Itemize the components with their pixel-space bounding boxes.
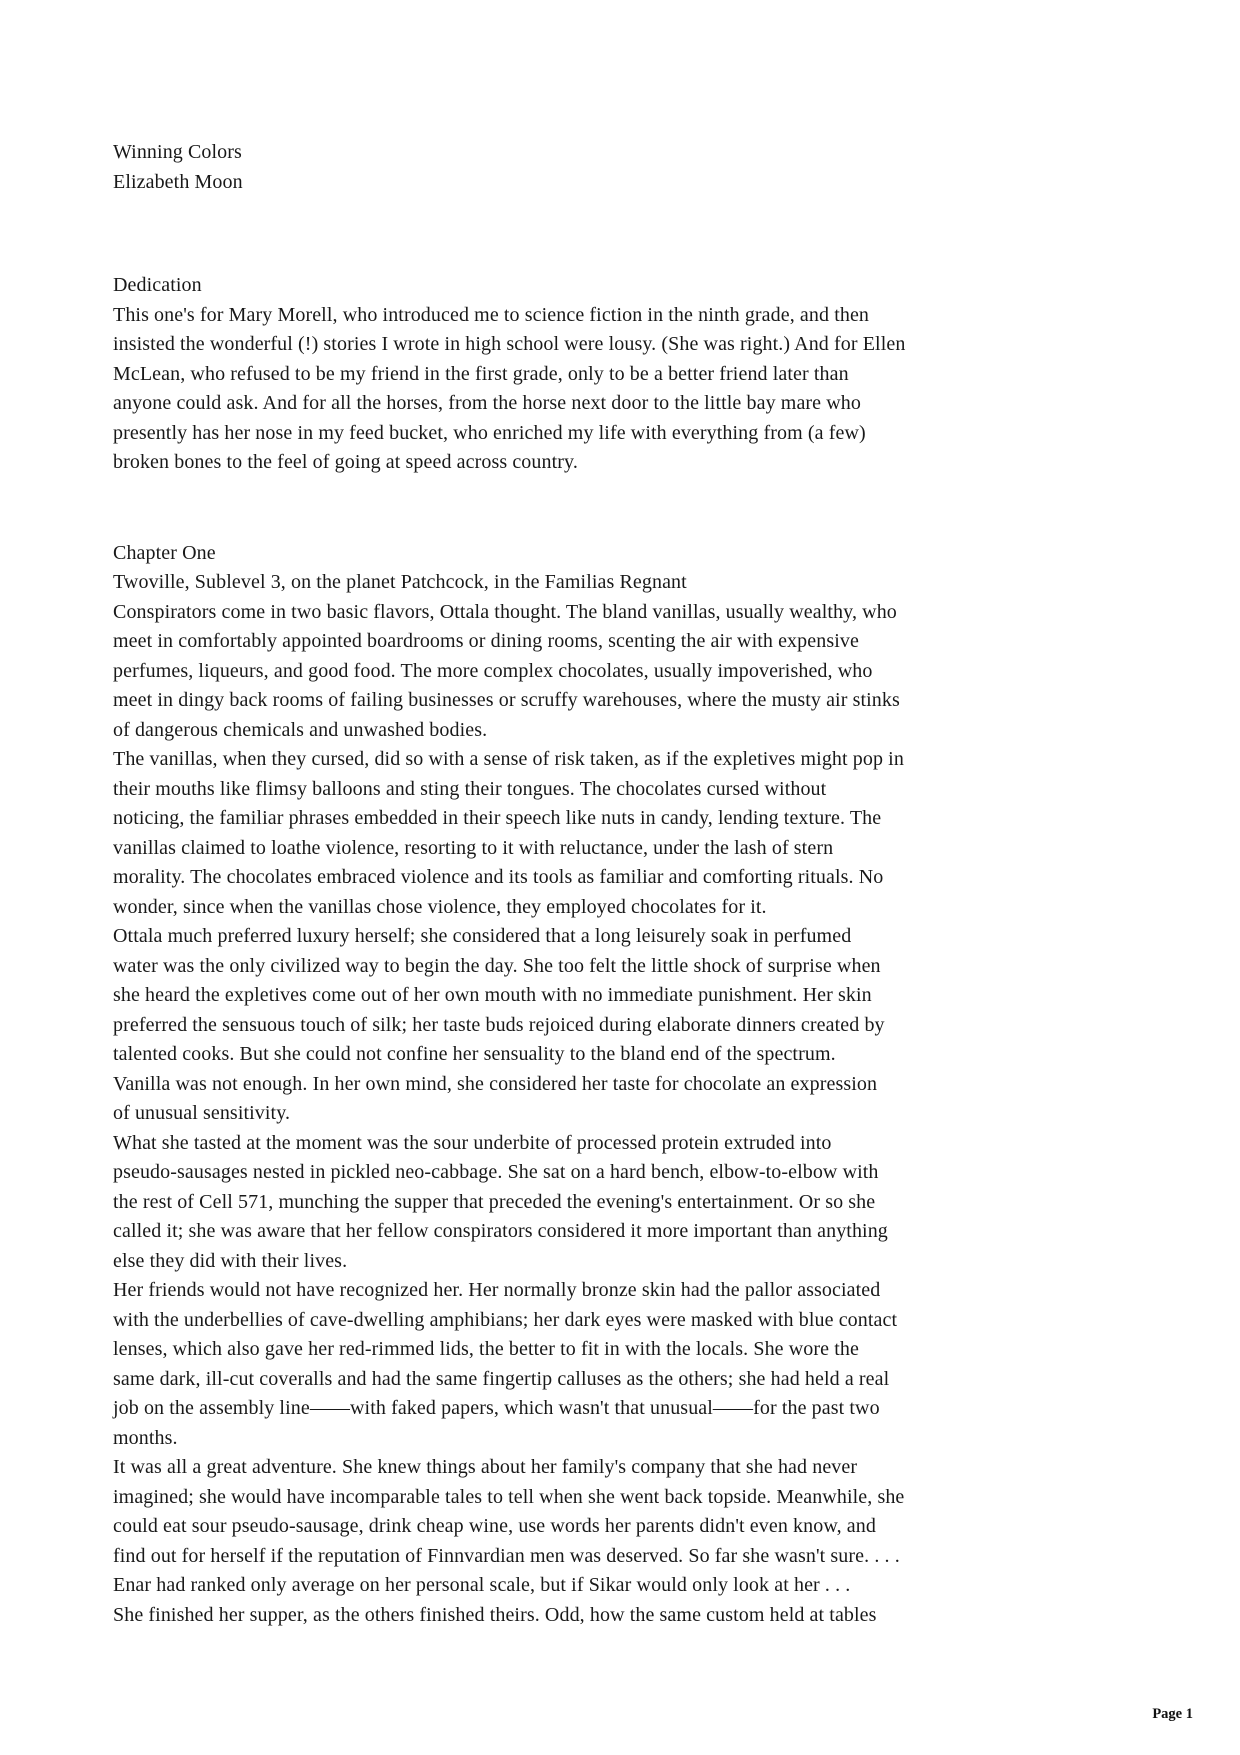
text-line: Ottala much preferred luxury herself; she considered that a long leisurely soak in perfumed bbox=[113, 925, 852, 947]
text-line: vanillas claimed to loathe violence, resorting to it with reluctance, under the lash of stern bbox=[113, 836, 834, 859]
page-number: Page 1 bbox=[1152, 1706, 1193, 1722]
book-author: Elizabeth Moon bbox=[113, 170, 243, 193]
text-line: wonder, since when the vanillas chose violence, they employed chocolates for it. bbox=[113, 895, 767, 918]
text-line: It was all a great adventure. She knew things about her family's company that she had never bbox=[113, 1456, 858, 1478]
text-line: Conspirators come in two basic flavors, Ottala thought. The bland vanillas, usually wealthy, who bbox=[113, 600, 897, 623]
text-line: preferred the sensuous touch of silk; her taste buds rejoiced during elaborate dinners created by bbox=[113, 1013, 885, 1036]
text-line: meet in dingy back rooms of failing businesses or scruffy warehouses, where the musty air stinks bbox=[113, 689, 900, 711]
page-content bbox=[113, 138, 1113, 1630]
text-line: talented cooks. But she could not confine her sensuality to the bland end of the spectrum. bbox=[113, 1043, 836, 1065]
text-line: the rest of Cell 571, munching the supper that preceded the evening's entertainment. Or so she bbox=[113, 1190, 876, 1213]
dedication-section bbox=[113, 271, 1113, 478]
text-line: morality. The chocolates embraced violence and its tools as familiar and comforting rituals. No bbox=[113, 866, 884, 888]
text-line: Her friends would not have recognized her. Her normally bronze skin had the pallor associated bbox=[113, 1279, 881, 1301]
text-line: of unusual sensitivity. bbox=[113, 1102, 291, 1124]
text-line: of dangerous chemicals and unwashed bodies. bbox=[113, 718, 488, 741]
text-line: could eat sour pseudo-sausage, drink cheap wine, use words her parents didn't even know, and bbox=[113, 1515, 876, 1537]
text-line: perfumes, liqueurs, and good food. The more complex chocolates, usually impoverished, who bbox=[113, 659, 873, 682]
text-line: job on the assembly line——with faked papers, which wasn't that unusual——for the past two bbox=[113, 1397, 880, 1419]
chapter-heading: Chapter One bbox=[113, 541, 216, 564]
text-line: The vanillas, when they cursed, did so with a sense of risk taken, as if the expletives might pop in bbox=[113, 748, 904, 770]
text-line: broken bones to the feel of going at speed across country. bbox=[113, 451, 578, 473]
text-line: pseudo-sausages nested in pickled neo-cabbage. She sat on a hard bench, elbow-to-elbow with bbox=[113, 1161, 879, 1183]
dedication-text bbox=[113, 301, 1113, 478]
text-line: presently has her nose in my feed bucket, who enriched my life with everything from (a few) bbox=[113, 421, 866, 444]
text-line: else they did with their lives. bbox=[113, 1249, 348, 1272]
text-line: she heard the expletives come out of her own mouth with no immediate punishment. Her skin bbox=[113, 984, 872, 1006]
text-line: water was the only civilized way to begin the day. She too felt the little shock of surprise when bbox=[113, 954, 881, 977]
text-line: anyone could ask. And for all the horses, from the horse next door to the little bay mare who bbox=[113, 392, 862, 414]
chapter-text bbox=[113, 598, 1113, 1631]
text-line: This one's for Mary Morell, who introduced me to science fiction in the ninth grade, and then bbox=[113, 303, 870, 326]
chapter-setting: Twoville, Sublevel 3, on the planet Patchcock, in the Familias Regnant bbox=[113, 571, 687, 593]
text-line: She finished her supper, as the others finished theirs. Odd, how the same custom held at tables bbox=[113, 1603, 877, 1626]
text-line: noticing, the familiar phrases embedded in their speech like nuts in candy, lending texture. The bbox=[113, 807, 882, 829]
text-line: insisted the wonderful (!) stories I wrote in high school were lousy. (She was right.) And for Ellen bbox=[113, 333, 906, 355]
text-line: imagined; she would have incomparable tales to tell when she went back topside. Meanwhile, she bbox=[113, 1485, 905, 1508]
text-line: Vanilla was not enough. In her own mind, she considered her taste for chocolate an expression bbox=[113, 1072, 878, 1095]
text-line: called it; she was aware that her fellow conspirators considered it more important than anything bbox=[113, 1220, 888, 1242]
text-line: meet in comfortably appointed boardrooms or dining rooms, scenting the air with expensive bbox=[113, 630, 859, 652]
text-line: find out for herself if the reputation of Finnvardian men was deserved. So far she wasn't sure. . . . bbox=[113, 1544, 900, 1567]
text-line: McLean, who refused to be my friend in the first grade, only to be a better friend later than bbox=[113, 362, 849, 385]
chapter-section bbox=[113, 539, 1113, 1631]
text-line: same dark, ill-cut coveralls and had the same fingertip calluses as the others; she had held a real bbox=[113, 1367, 890, 1390]
text-line: Enar had ranked only average on her personal scale, but if Sikar would only look at her . . . bbox=[113, 1574, 851, 1596]
dedication-heading: Dedication bbox=[113, 274, 202, 296]
text-line: lenses, which also gave her red-rimmed lids, the better to fit in with the locals. She wore the bbox=[113, 1338, 859, 1360]
text-line: with the underbellies of cave-dwelling amphibians; her dark eyes were masked with blue contact bbox=[113, 1308, 898, 1331]
text-line: months. bbox=[113, 1426, 178, 1449]
text-line: their mouths like flimsy balloons and sting their tongues. The chocolates cursed without bbox=[113, 777, 827, 800]
text-line: What she tasted at the moment was the sour underbite of processed protein extruded into bbox=[113, 1131, 832, 1154]
book-title: Winning Colors bbox=[113, 141, 242, 163]
